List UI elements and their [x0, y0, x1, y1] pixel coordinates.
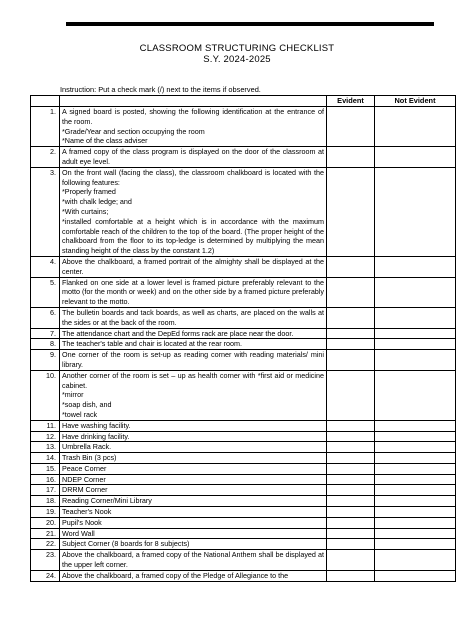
table-row: [31, 453, 456, 464]
item-text-line: One corner of the room is set-up as reading corner with reading materials/ mini library.: [62, 350, 324, 369]
table-header-row: [31, 96, 456, 107]
table-row: [31, 485, 456, 496]
not-evident-checkbox-cell[interactable]: [375, 328, 456, 339]
item-text-line: Above the chalkboard, a framed portrait of the almighty shall be displayed at the center.: [62, 256, 324, 276]
item-description: [60, 167, 327, 256]
item-number: 2.: [31, 147, 60, 168]
table-row: [31, 570, 456, 581]
item-text-line: *soap dish, and: [62, 400, 112, 410]
evident-checkbox-cell[interactable]: [327, 507, 375, 518]
evident-checkbox-cell[interactable]: [327, 539, 375, 550]
item-description: [60, 328, 327, 339]
item-text-line: *with chalk ledge; and: [62, 197, 132, 207]
item-number: 24.: [31, 570, 60, 581]
item-number: 15.: [31, 463, 60, 474]
item-text-line: Pupil's Nook: [62, 517, 102, 527]
table-row: [31, 507, 456, 518]
evident-checkbox-cell[interactable]: [327, 370, 375, 420]
item-text-line: Trash Bin (3 pcs): [62, 453, 117, 463]
item-description: [60, 370, 327, 420]
table-row: [31, 107, 456, 147]
evident-checkbox-cell[interactable]: [327, 550, 375, 571]
item-description: [60, 474, 327, 485]
item-text-line: *installed comfortable at a height which is in accordance with the maximum comfortable reach of the children to the top of the board. (The proper height of the chalkboard from the floor to its top-ledge is determined by multiplying the mean standing height of the class by the constant 1.2): [62, 216, 324, 256]
item-description: [60, 147, 327, 168]
table-row: [31, 528, 456, 539]
item-number: 20.: [31, 517, 60, 528]
item-number: 4.: [31, 256, 60, 277]
item-number: 22.: [31, 539, 60, 550]
instruction-text: Instruction: Put a check mark (/) next to the items if observed.: [60, 85, 261, 94]
not-evident-checkbox-cell[interactable]: [375, 256, 456, 277]
table-row: [31, 167, 456, 256]
item-text-line: On the front wall (facing the class), the classroom chalkboard is located with the following features:: [62, 167, 324, 187]
item-description: [60, 463, 327, 474]
item-text-line: DRRM Corner: [62, 485, 108, 495]
not-evident-checkbox-cell[interactable]: [375, 507, 456, 518]
item-text-line: *Grade/Year and section occupying the room: [62, 126, 205, 136]
table-row: [31, 256, 456, 277]
item-description: [60, 442, 327, 453]
item-number: 9.: [31, 350, 60, 371]
not-evident-checkbox-cell[interactable]: [375, 307, 456, 328]
item-description: [60, 550, 327, 571]
evident-checkbox-cell[interactable]: [327, 496, 375, 507]
item-text-line: Above the chalkboard, a framed copy of the National Anthem shall be displayed at the upper left corner.: [62, 550, 324, 570]
item-number: 13.: [31, 442, 60, 453]
evident-checkbox-cell[interactable]: [327, 107, 375, 147]
not-evident-checkbox-cell[interactable]: [375, 474, 456, 485]
item-description: [60, 350, 327, 371]
item-number: 11.: [31, 420, 60, 431]
table-row: [31, 420, 456, 431]
not-evident-checkbox-cell[interactable]: [375, 539, 456, 550]
evident-header: Evident: [327, 96, 375, 107]
evident-checkbox-cell[interactable]: [327, 442, 375, 453]
item-number: 18.: [31, 496, 60, 507]
number-header: [31, 96, 60, 107]
table-row: [31, 463, 456, 474]
evident-checkbox-cell[interactable]: [327, 307, 375, 328]
item-text-line: Another corner of the room is set – up as health corner with *first aid or medicine cabinet.: [62, 370, 324, 390]
header-rule: [66, 22, 434, 26]
evident-checkbox-cell[interactable]: [327, 350, 375, 371]
table-row: [31, 370, 456, 420]
item-text-line: *mirror: [62, 390, 84, 400]
item-number: 1.: [31, 107, 60, 147]
item-number: 8.: [31, 339, 60, 350]
item-text-line: *Properly framed: [62, 187, 116, 197]
table-row: [31, 539, 456, 550]
school-year: S.Y. 2024-2025: [203, 54, 271, 65]
table-row: [31, 431, 456, 442]
item-text-line: The attendance chart and the DepEd forms rack are place near the door.: [62, 328, 294, 338]
not-evident-checkbox-cell[interactable]: [375, 496, 456, 507]
item-text-line: Umbrella Rack.: [62, 442, 112, 452]
item-description: [60, 485, 327, 496]
not-evident-checkbox-cell[interactable]: [375, 463, 456, 474]
table-row: [31, 474, 456, 485]
item-description: [60, 277, 327, 307]
item-description: [60, 517, 327, 528]
evident-checkbox-cell[interactable]: [327, 328, 375, 339]
item-number: 6.: [31, 307, 60, 328]
table-row: [31, 147, 456, 168]
item-text-line: Have washing facility.: [62, 420, 131, 430]
item-number: 5.: [31, 277, 60, 307]
not-evident-checkbox-cell[interactable]: [375, 147, 456, 168]
evident-checkbox-cell[interactable]: [327, 339, 375, 350]
item-text-line: Teacher's Nook: [62, 507, 112, 517]
item-description: [60, 496, 327, 507]
item-description: [60, 107, 327, 147]
not-evident-checkbox-cell[interactable]: [375, 528, 456, 539]
item-text-line: Flanked on one side at a lower level is framed picture preferably relevant to the motto (for the month or week) and on the other side by a framed picture preferably relevant to the motto.: [62, 277, 324, 307]
not-evident-checkbox-cell[interactable]: [375, 107, 456, 147]
evident-checkbox-cell[interactable]: [327, 277, 375, 307]
evident-checkbox-cell[interactable]: [327, 570, 375, 581]
item-description: [60, 420, 327, 431]
item-text-line: *With curtains;: [62, 206, 109, 216]
item-description: [60, 256, 327, 277]
item-text-line: The teacher's table and chair is located at the rear room.: [62, 339, 242, 349]
table-row: [31, 339, 456, 350]
item-description: [60, 339, 327, 350]
not-evident-checkbox-cell[interactable]: [375, 431, 456, 442]
not-evident-checkbox-cell[interactable]: [375, 370, 456, 420]
table-row: [31, 550, 456, 571]
item-text-line: Above the chalkboard, a framed copy of the Pledge of Allegiance to the: [62, 570, 289, 580]
item-header: [60, 96, 327, 107]
table-row: [31, 496, 456, 507]
not-evident-checkbox-cell[interactable]: [375, 485, 456, 496]
table-row: [31, 328, 456, 339]
evident-checkbox-cell[interactable]: [327, 431, 375, 442]
evident-checkbox-cell[interactable]: [327, 167, 375, 256]
not-evident-header: Not Evident: [375, 96, 456, 107]
item-number: 7.: [31, 328, 60, 339]
item-text-line: A framed copy of the class program is displayed on the door of the classroom at adult eye level.: [62, 147, 324, 166]
evident-checkbox-cell[interactable]: [327, 474, 375, 485]
item-text-line: Peace Corner: [62, 463, 107, 473]
item-description: [60, 431, 327, 442]
table-row: [31, 350, 456, 371]
evident-checkbox-cell[interactable]: [327, 256, 375, 277]
item-description: [60, 539, 327, 550]
evident-checkbox-cell[interactable]: [327, 420, 375, 431]
item-text-line: Word Wall: [62, 528, 95, 538]
item-text-line: The bulletin boards and tack boards, as well as charts, are placed on the walls at the sides or at the back of the room.: [62, 307, 324, 327]
evident-checkbox-cell[interactable]: [327, 485, 375, 496]
table-row: [31, 277, 456, 307]
not-evident-checkbox-cell[interactable]: [375, 350, 456, 371]
item-text-line: NDEP Corner: [62, 474, 106, 484]
item-description: [60, 453, 327, 464]
table-row: [31, 307, 456, 328]
document-title: CLASSROOM STRUCTURING CHECKLIST: [139, 43, 335, 54]
evident-checkbox-cell[interactable]: [327, 528, 375, 539]
item-text-line: A signed board is posted, showing the following identification at the entrance of the room.: [62, 107, 324, 126]
item-description: [60, 528, 327, 539]
item-number: 19.: [31, 507, 60, 518]
item-text-line: Have drinking facility.: [62, 431, 130, 441]
item-number: 17.: [31, 485, 60, 496]
not-evident-checkbox-cell[interactable]: [375, 339, 456, 350]
item-number: 21.: [31, 528, 60, 539]
not-evident-checkbox-cell[interactable]: [375, 167, 456, 256]
item-text-line: *Name of the class adviser: [62, 136, 148, 146]
item-description: [60, 570, 327, 581]
checklist-table: [30, 95, 456, 582]
item-number: 12.: [31, 431, 60, 442]
item-text-line: *towel rack: [62, 409, 98, 419]
not-evident-checkbox-cell[interactable]: [375, 453, 456, 464]
evident-checkbox-cell[interactable]: [327, 463, 375, 474]
item-description: [60, 507, 327, 518]
evident-checkbox-cell[interactable]: [327, 147, 375, 168]
item-number: 10.: [31, 370, 60, 420]
evident-checkbox-cell[interactable]: [327, 517, 375, 528]
not-evident-checkbox-cell[interactable]: [375, 570, 456, 581]
evident-checkbox-cell[interactable]: [327, 453, 375, 464]
item-description: [60, 307, 327, 328]
not-evident-checkbox-cell[interactable]: [375, 442, 456, 453]
table-row: [31, 442, 456, 453]
item-number: 23.: [31, 550, 60, 571]
not-evident-checkbox-cell[interactable]: [375, 550, 456, 571]
not-evident-checkbox-cell[interactable]: [375, 420, 456, 431]
item-number: 16.: [31, 474, 60, 485]
item-number: 14.: [31, 453, 60, 464]
not-evident-checkbox-cell[interactable]: [375, 517, 456, 528]
not-evident-checkbox-cell[interactable]: [375, 277, 456, 307]
item-text-line: Subject Corner (8 boards for 8 subjects): [62, 539, 190, 549]
item-number: 3.: [31, 167, 60, 256]
item-text-line: Reading Corner/Mini Library: [62, 496, 152, 506]
table-row: [31, 517, 456, 528]
